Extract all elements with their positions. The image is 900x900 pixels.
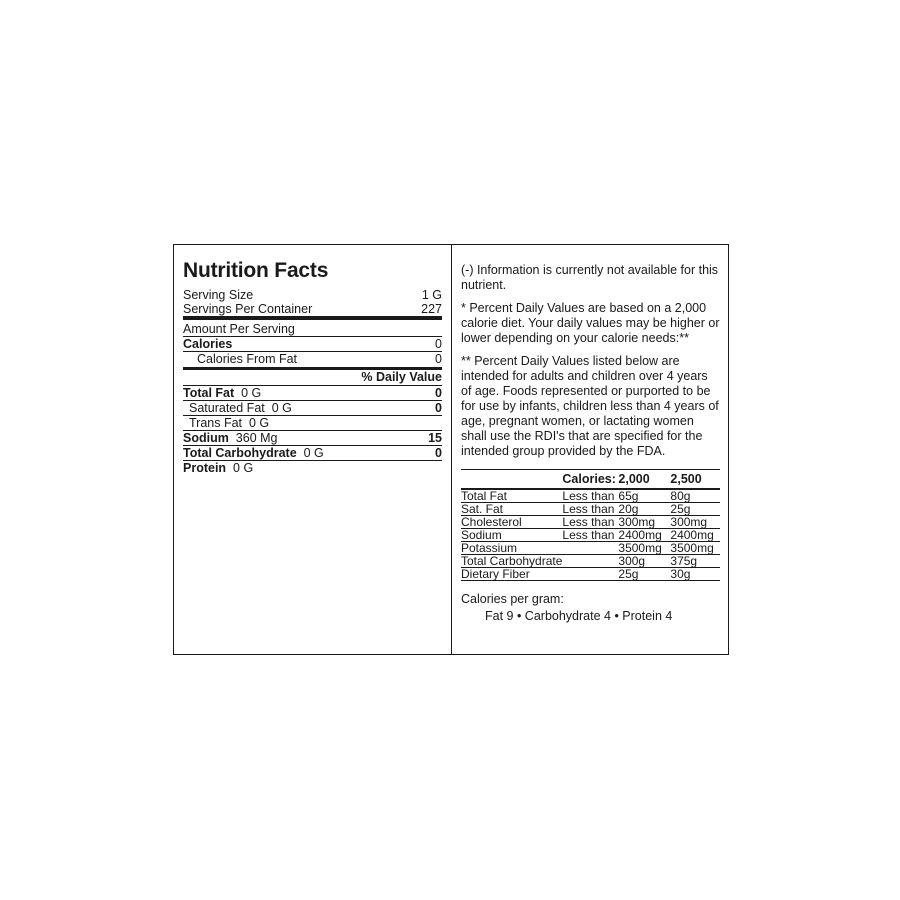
reference-col2: 3500mg: [670, 542, 720, 555]
reference-col2: 80g: [670, 489, 720, 503]
reference-table-header: [461, 470, 720, 489]
nutrient-dv: 0: [435, 386, 442, 400]
calories-from-fat-label: Calories From Fat: [197, 352, 298, 366]
reference-col2: 300mg: [670, 516, 720, 529]
reference-col2: 2400mg: [670, 529, 720, 542]
serving-size-label: Serving Size: [183, 288, 254, 302]
servings-per-container-value: 227: [421, 302, 442, 316]
reference-qualifier: Less than: [562, 503, 618, 516]
footnotes-column: [461, 263, 720, 625]
table-row: [461, 489, 720, 503]
label-title: Nutrition Facts: [183, 259, 329, 282]
reference-header-qualifier: Calories:: [562, 470, 618, 489]
nutrient-row: [183, 431, 442, 446]
nutrient-amount: 0 G: [233, 461, 254, 475]
nutrient-row: [183, 416, 442, 431]
reference-name: Potassium: [461, 542, 562, 555]
reference-name: Dietary Fiber: [461, 568, 562, 581]
serving-size-value: 1 G: [421, 288, 442, 302]
table-row: [461, 503, 720, 516]
nutrient-name: Sodium: [183, 431, 229, 445]
serving-size-row: [183, 288, 442, 302]
nutrient-name: Total Fat: [183, 386, 235, 400]
table-row: [461, 555, 720, 568]
adult-intended-note: ** Percent Daily Values listed below are intended for adults and children over 4 years of age. Foods represented or purported to be for use by infants, children less than 4 years of age, pregnant women, or lactating women shall use the RDI's that are specified for the intended group provided by the FDA.: [461, 354, 719, 458]
table-row: [461, 516, 720, 529]
reference-qualifier: Less than: [562, 489, 618, 503]
reference-qualifier: Less than: [562, 529, 618, 542]
nutrition-facts-column: [183, 258, 442, 475]
daily-reference-table: [461, 470, 720, 581]
nutrient-amount: 0 G: [271, 401, 292, 415]
calories-per-gram-label: Calories per gram:: [461, 592, 564, 606]
reference-name: Total Fat: [461, 489, 562, 503]
reference-header-col1: 2,000: [618, 470, 670, 489]
percent-daily-value-note: * Percent Daily Values are based on a 2,000 calorie diet. Your daily values may be higher or lower depending on your calorie needs:**: [461, 301, 720, 345]
nutrient-row: [183, 401, 442, 416]
reference-col1: 300g: [618, 555, 670, 568]
reference-col1: 65g: [618, 489, 670, 503]
calories-from-fat-value: 0: [435, 352, 442, 366]
reference-qualifier: [562, 568, 618, 581]
not-available-note: (-) Information is currently not available for this nutrient.: [461, 263, 719, 292]
table-row: [461, 542, 720, 555]
servings-per-container-row: [183, 302, 442, 320]
calories-row: [183, 337, 442, 352]
nutrient-row: [183, 446, 442, 461]
reference-col1: 25g: [618, 568, 670, 581]
table-row: [461, 529, 720, 542]
calories-per-gram: [461, 591, 720, 625]
reference-name: Total Carbohydrate: [461, 554, 563, 568]
reference-col1: 20g: [618, 503, 670, 516]
nutrient-row: [183, 461, 442, 475]
nutrient-row: [183, 386, 442, 401]
reference-qualifier: [562, 542, 618, 555]
nutrient-amount: 360 Mg: [235, 431, 278, 445]
reference-qualifier: Less than: [562, 516, 618, 529]
reference-col2: 375g: [670, 555, 720, 568]
amount-per-serving-row: [183, 322, 442, 337]
amount-per-serving-label: Amount Per Serving: [183, 322, 295, 336]
reference-header-label: [461, 470, 562, 489]
calories-value: 0: [435, 337, 442, 351]
panel-divider: [451, 244, 452, 655]
nutrient-amount: 0 G: [241, 386, 262, 400]
reference-name: Sat. Fat: [461, 503, 562, 516]
reference-header-col2: 2,500: [670, 470, 720, 489]
calories-per-gram-detail: Fat 9 • Carbohydrate 4 • Protein 4: [485, 609, 673, 623]
reference-col1: 300mg: [618, 516, 670, 529]
nutrient-amount: 0 G: [248, 416, 270, 430]
calories-label: Calories: [183, 337, 233, 351]
reference-name: Cholesterol: [461, 516, 562, 529]
reference-col2: 30g: [670, 568, 720, 581]
calories-from-fat-row: [183, 352, 442, 370]
nutrient-name: Trans Fat: [189, 416, 243, 430]
nutrient-name: Protein: [183, 461, 227, 475]
reference-col2: 25g: [670, 503, 720, 516]
reference-col1: 3500mg: [618, 542, 670, 555]
table-row: [461, 568, 720, 581]
daily-value-header: % Daily Value: [183, 370, 442, 386]
nutrient-amount: 0 G: [303, 446, 324, 460]
nutrient-name: Saturated Fat: [189, 401, 265, 415]
reference-qualifier: [562, 555, 618, 568]
servings-per-container-label: Servings Per Container: [183, 302, 313, 316]
reference-col1: 2400mg: [618, 529, 670, 542]
nutrient-dv: 0: [435, 401, 442, 415]
nutrient-name: Total Carbohydrate: [183, 446, 297, 460]
nutrient-dv: 0: [435, 446, 442, 460]
nutrient-dv: 15: [428, 431, 442, 445]
reference-name: Sodium: [461, 529, 562, 542]
